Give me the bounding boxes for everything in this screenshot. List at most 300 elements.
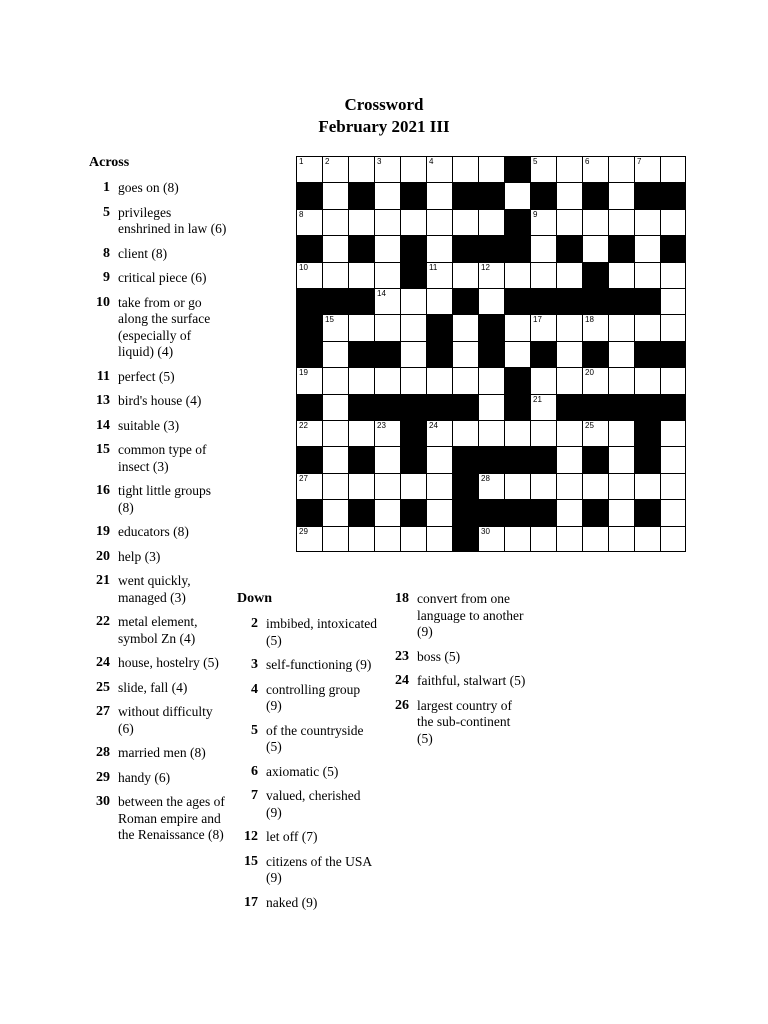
grid-cell[interactable] xyxy=(531,263,557,289)
grid-black-cell xyxy=(401,183,427,209)
cell-number: 28 xyxy=(481,473,490,483)
grid-cell[interactable] xyxy=(375,474,401,500)
grid-cell[interactable] xyxy=(661,289,685,315)
grid-cell[interactable] xyxy=(583,474,609,500)
grid-cell[interactable] xyxy=(297,157,323,183)
grid-cell[interactable] xyxy=(349,157,375,183)
grid-cell[interactable] xyxy=(531,421,557,447)
grid-cell[interactable] xyxy=(349,210,375,236)
grid-black-cell xyxy=(531,183,557,209)
clue-text: axiomatic (5) xyxy=(266,763,339,779)
clue-item xyxy=(237,829,377,846)
grid-cell[interactable] xyxy=(375,527,401,551)
grid-cell[interactable] xyxy=(453,368,479,394)
grid-cell[interactable] xyxy=(583,368,609,394)
clue-number: 3 xyxy=(251,657,258,672)
grid-black-cell xyxy=(479,236,505,262)
grid-black-cell xyxy=(583,395,609,421)
cell-number: 29 xyxy=(299,526,308,536)
grid-cell[interactable] xyxy=(531,210,557,236)
grid-cell[interactable] xyxy=(557,342,583,368)
clue-item xyxy=(89,393,227,410)
grid-black-cell xyxy=(505,395,531,421)
clue-number: 25 xyxy=(96,679,110,695)
grid-cell[interactable] xyxy=(323,236,349,262)
grid-cell[interactable] xyxy=(453,421,479,447)
puzzle-subtitle: February 2021 III xyxy=(318,117,450,136)
clue-number: 27 xyxy=(96,704,110,719)
grid-cell[interactable] xyxy=(557,474,583,500)
grid-black-cell xyxy=(635,395,661,421)
cell-number: 12 xyxy=(481,262,490,272)
grid-black-cell xyxy=(349,447,375,473)
grid-cell[interactable] xyxy=(427,500,453,526)
clue-item xyxy=(237,657,377,674)
clue-number: 11 xyxy=(96,368,110,384)
grid-cell[interactable] xyxy=(635,315,661,341)
grid-cell[interactable] xyxy=(401,315,427,341)
grid-cell[interactable] xyxy=(661,157,685,183)
grid-cell[interactable] xyxy=(557,500,583,526)
grid-cell[interactable] xyxy=(401,210,427,236)
grid-black-cell xyxy=(297,289,323,315)
grid-cell[interactable] xyxy=(479,210,505,236)
clue-text: married men (8) xyxy=(118,745,206,760)
grid-black-cell xyxy=(661,236,685,262)
clue-item xyxy=(89,614,227,647)
clue-text: help (3) xyxy=(118,548,161,564)
clue-item xyxy=(89,524,227,541)
grid-cell[interactable] xyxy=(479,395,505,421)
grid-cell[interactable] xyxy=(479,474,505,500)
grid-cell[interactable] xyxy=(505,342,531,368)
cell-number: 6 xyxy=(585,157,590,166)
clue-item xyxy=(89,573,227,606)
clue-text: slide, fall (4) xyxy=(118,679,188,695)
grid-black-cell xyxy=(505,500,531,526)
clue-item xyxy=(237,854,377,887)
grid-cell[interactable] xyxy=(557,210,583,236)
grid-cell[interactable] xyxy=(583,421,609,447)
grid-cell[interactable] xyxy=(427,263,453,289)
grid-cell[interactable] xyxy=(505,315,531,341)
grid-black-cell xyxy=(427,315,453,341)
grid-cell[interactable] xyxy=(453,210,479,236)
grid-cell[interactable] xyxy=(375,421,401,447)
grid-black-cell xyxy=(453,289,479,315)
grid-cell[interactable] xyxy=(349,527,375,551)
grid-black-cell xyxy=(453,447,479,473)
clue-number: 22 xyxy=(96,614,110,629)
grid-black-cell xyxy=(297,236,323,262)
clue-number: 20 xyxy=(96,548,110,564)
grid-cell[interactable] xyxy=(375,368,401,394)
grid-cell[interactable] xyxy=(557,263,583,289)
grid-cell[interactable] xyxy=(297,421,323,447)
grid-cell[interactable] xyxy=(635,263,661,289)
grid-cell[interactable] xyxy=(375,447,401,473)
grid-black-cell xyxy=(297,447,323,473)
crossword-grid xyxy=(296,156,686,552)
clue-text: between the ages of Roman empire and the Renaissance (8) xyxy=(118,794,225,842)
grid-cell[interactable] xyxy=(375,210,401,236)
grid-cell[interactable] xyxy=(557,315,583,341)
grid-cell[interactable] xyxy=(661,263,685,289)
grid-cell[interactable] xyxy=(297,368,323,394)
grid-cell[interactable] xyxy=(401,342,427,368)
grid-black-cell xyxy=(635,447,661,473)
across-clue-list xyxy=(89,180,227,852)
grid-black-cell xyxy=(505,236,531,262)
grid-cell[interactable] xyxy=(427,236,453,262)
grid-cell[interactable] xyxy=(323,315,349,341)
grid-black-cell xyxy=(479,315,505,341)
clue-item xyxy=(237,723,377,756)
grid-cell[interactable] xyxy=(479,157,505,183)
clue-item xyxy=(89,270,227,287)
grid-black-cell xyxy=(505,368,531,394)
clue-text: naked (9) xyxy=(266,894,318,910)
grid-cell[interactable] xyxy=(609,500,635,526)
grid-black-cell xyxy=(349,236,375,262)
grid-cell[interactable] xyxy=(349,368,375,394)
across-heading: Across xyxy=(89,155,130,170)
clue-number: 28 xyxy=(96,745,110,760)
grid-cell[interactable] xyxy=(323,183,349,209)
grid-cell[interactable] xyxy=(609,183,635,209)
grid-cell[interactable] xyxy=(375,157,401,183)
grid-cell[interactable] xyxy=(531,236,557,262)
clue-item xyxy=(237,764,377,781)
grid-black-cell xyxy=(297,395,323,421)
clue-item xyxy=(89,704,227,737)
cell-number: 2 xyxy=(325,157,330,166)
grid-cell[interactable] xyxy=(427,289,453,315)
clue-text: common type of insect (3) xyxy=(118,442,207,474)
clue-item xyxy=(89,794,227,844)
grid-cell[interactable] xyxy=(635,527,661,551)
grid-black-cell xyxy=(531,289,557,315)
cell-number: 18 xyxy=(585,315,594,325)
grid-cell[interactable] xyxy=(609,157,635,183)
grid-cell[interactable] xyxy=(323,447,349,473)
grid-black-cell xyxy=(349,342,375,368)
clue-item xyxy=(89,180,227,197)
clue-text: house, hostelry (5) xyxy=(118,655,219,670)
grid-cell[interactable] xyxy=(349,474,375,500)
grid-cell[interactable] xyxy=(609,342,635,368)
grid-cell[interactable] xyxy=(557,421,583,447)
grid-cell[interactable] xyxy=(505,474,531,500)
cell-number: 7 xyxy=(637,157,642,166)
clue-number: 15 xyxy=(96,442,110,457)
grid-cell[interactable] xyxy=(661,421,685,447)
puzzle-title: Crossword xyxy=(344,95,424,114)
clue-item xyxy=(388,649,528,666)
grid-black-cell xyxy=(297,500,323,526)
clue-text: imbibed, intoxicated (5) xyxy=(266,616,377,648)
clue-item xyxy=(89,745,227,762)
grid-black-cell xyxy=(453,527,479,551)
grid-cell[interactable] xyxy=(505,183,531,209)
grid-black-cell xyxy=(557,289,583,315)
clue-number: 26 xyxy=(395,697,409,713)
grid-cell[interactable] xyxy=(453,342,479,368)
grid-cell[interactable] xyxy=(635,210,661,236)
cell-number: 5 xyxy=(533,157,538,166)
grid-cell[interactable] xyxy=(609,263,635,289)
grid-black-cell xyxy=(583,500,609,526)
clue-number: 15 xyxy=(244,853,258,869)
grid-black-cell xyxy=(479,500,505,526)
clue-number: 16 xyxy=(96,483,110,498)
grid-black-cell xyxy=(583,342,609,368)
grid-cell[interactable] xyxy=(375,183,401,209)
grid-cell[interactable] xyxy=(505,527,531,551)
grid-cell[interactable] xyxy=(349,315,375,341)
grid-black-cell xyxy=(401,236,427,262)
clue-item xyxy=(89,205,227,238)
grid-cell[interactable] xyxy=(453,263,479,289)
grid-black-cell xyxy=(661,395,685,421)
grid-black-cell xyxy=(427,395,453,421)
clue-text: client (8) xyxy=(118,245,168,261)
grid-black-cell xyxy=(453,474,479,500)
clue-item xyxy=(89,655,227,672)
clue-text: let off (7) xyxy=(266,829,318,844)
grid-cell[interactable] xyxy=(583,527,609,551)
grid-cell[interactable] xyxy=(427,210,453,236)
grid-cell[interactable] xyxy=(635,236,661,262)
grid-cell[interactable] xyxy=(375,263,401,289)
clue-number: 13 xyxy=(96,393,110,408)
grid-cell[interactable] xyxy=(505,421,531,447)
clue-number: 24 xyxy=(395,673,409,688)
clue-number: 23 xyxy=(395,648,409,664)
clue-item xyxy=(237,895,377,912)
grid-cell[interactable] xyxy=(531,527,557,551)
grid-cell[interactable] xyxy=(297,263,323,289)
clue-number: 8 xyxy=(103,245,110,261)
grid-cell[interactable] xyxy=(583,315,609,341)
cell-number: 14 xyxy=(377,289,386,298)
grid-cell[interactable] xyxy=(557,157,583,183)
grid-black-cell xyxy=(375,395,401,421)
grid-cell[interactable] xyxy=(323,210,349,236)
grid-cell[interactable] xyxy=(531,315,557,341)
grid-black-cell xyxy=(453,500,479,526)
grid-black-cell xyxy=(661,342,685,368)
cell-number: 10 xyxy=(299,262,308,272)
grid-cell[interactable] xyxy=(531,474,557,500)
clue-item xyxy=(89,369,227,386)
grid-black-cell xyxy=(635,342,661,368)
grid-black-cell xyxy=(505,447,531,473)
grid-cell[interactable] xyxy=(635,157,661,183)
clue-text: without difficulty (6) xyxy=(118,704,213,736)
grid-cell[interactable] xyxy=(323,500,349,526)
grid-cell[interactable] xyxy=(609,474,635,500)
grid-black-cell xyxy=(297,315,323,341)
grid-black-cell xyxy=(453,395,479,421)
grid-cell[interactable] xyxy=(479,289,505,315)
grid-cell[interactable] xyxy=(375,500,401,526)
grid-cell[interactable] xyxy=(583,210,609,236)
grid-cell[interactable] xyxy=(661,500,685,526)
grid-cell[interactable] xyxy=(661,368,685,394)
grid-black-cell xyxy=(583,447,609,473)
grid-cell[interactable] xyxy=(427,527,453,551)
grid-black-cell xyxy=(349,289,375,315)
grid-cell[interactable] xyxy=(427,474,453,500)
grid-cell[interactable] xyxy=(661,315,685,341)
clue-item xyxy=(89,295,227,361)
clue-text: self-functioning (9) xyxy=(266,657,372,672)
grid-black-cell xyxy=(635,500,661,526)
grid-cell[interactable] xyxy=(479,368,505,394)
grid-cell[interactable] xyxy=(479,421,505,447)
grid-cell[interactable] xyxy=(531,395,557,421)
grid-cell[interactable] xyxy=(427,183,453,209)
cell-number: 20 xyxy=(585,368,594,378)
grid-cell[interactable] xyxy=(661,447,685,473)
grid-black-cell xyxy=(557,236,583,262)
grid-cell[interactable] xyxy=(479,527,505,551)
clue-text: perfect (5) xyxy=(118,368,175,384)
grid-black-cell xyxy=(635,183,661,209)
grid-cell[interactable] xyxy=(609,447,635,473)
grid-cell[interactable] xyxy=(453,315,479,341)
clue-text: privileges enshrined in law (6) xyxy=(118,204,227,236)
cell-number: 27 xyxy=(299,473,308,483)
grid-cell[interactable] xyxy=(401,368,427,394)
grid-cell[interactable] xyxy=(609,210,635,236)
grid-cell[interactable] xyxy=(323,527,349,551)
grid-cell[interactable] xyxy=(401,157,427,183)
grid-cell[interactable] xyxy=(297,527,323,551)
grid-cell[interactable] xyxy=(557,183,583,209)
grid-cell[interactable] xyxy=(427,421,453,447)
grid-black-cell xyxy=(531,342,557,368)
clue-number: 9 xyxy=(103,270,110,285)
grid-cell[interactable] xyxy=(609,368,635,394)
cell-number: 24 xyxy=(429,421,438,430)
grid-cell[interactable] xyxy=(661,527,685,551)
cell-number: 22 xyxy=(299,421,308,430)
clue-number: 29 xyxy=(96,769,110,785)
grid-cell[interactable] xyxy=(323,263,349,289)
grid-cell[interactable] xyxy=(427,157,453,183)
clue-text: educators (8) xyxy=(118,524,189,539)
clue-text: went quickly, managed (3) xyxy=(118,573,191,605)
grid-cell[interactable] xyxy=(375,289,401,315)
clue-number: 1 xyxy=(103,180,110,195)
clue-item xyxy=(89,246,227,263)
grid-cell[interactable] xyxy=(661,210,685,236)
grid-cell[interactable] xyxy=(557,368,583,394)
grid-cell[interactable] xyxy=(635,474,661,500)
grid-cell[interactable] xyxy=(557,447,583,473)
grid-cell[interactable] xyxy=(297,210,323,236)
grid-cell[interactable] xyxy=(375,236,401,262)
grid-cell[interactable] xyxy=(297,474,323,500)
grid-cell[interactable] xyxy=(401,474,427,500)
grid-cell[interactable] xyxy=(323,474,349,500)
clue-text: metal element, symbol Zn (4) xyxy=(118,614,198,646)
grid-black-cell xyxy=(349,183,375,209)
grid-cell[interactable] xyxy=(323,395,349,421)
grid-black-cell xyxy=(479,342,505,368)
grid-cell[interactable] xyxy=(375,315,401,341)
grid-cell[interactable] xyxy=(609,527,635,551)
grid-cell[interactable] xyxy=(583,236,609,262)
grid-black-cell xyxy=(427,342,453,368)
grid-cell[interactable] xyxy=(505,263,531,289)
grid-cell[interactable] xyxy=(583,157,609,183)
grid-cell[interactable] xyxy=(323,157,349,183)
grid-cell[interactable] xyxy=(557,527,583,551)
down-heading: Down xyxy=(237,591,273,606)
grid-cell[interactable] xyxy=(323,421,349,447)
cell-number: 1 xyxy=(299,157,304,166)
grid-cell[interactable] xyxy=(609,421,635,447)
clue-number: 19 xyxy=(96,524,110,539)
clue-text: boss (5) xyxy=(417,648,461,664)
clue-number: 5 xyxy=(103,204,110,220)
grid-black-cell xyxy=(297,342,323,368)
grid-cell[interactable] xyxy=(479,263,505,289)
grid-cell[interactable] xyxy=(661,474,685,500)
clue-number: 14 xyxy=(96,417,110,433)
grid-cell[interactable] xyxy=(349,421,375,447)
grid-black-cell xyxy=(453,183,479,209)
down-clue-list-col2 xyxy=(388,591,528,755)
cell-number: 26 xyxy=(637,421,646,430)
clue-text: handy (6) xyxy=(118,769,171,785)
grid-cell[interactable] xyxy=(635,368,661,394)
grid-cell[interactable] xyxy=(531,157,557,183)
grid-cell[interactable] xyxy=(401,289,427,315)
grid-black-cell xyxy=(323,289,349,315)
grid-cell[interactable] xyxy=(531,368,557,394)
grid-black-cell xyxy=(401,447,427,473)
grid-black-cell xyxy=(583,183,609,209)
clue-text: controlling group (9) xyxy=(266,681,361,713)
grid-cell[interactable] xyxy=(609,315,635,341)
grid-black-cell xyxy=(583,289,609,315)
grid-cell[interactable] xyxy=(427,368,453,394)
cell-number: 8 xyxy=(299,209,304,219)
grid-cell[interactable] xyxy=(323,342,349,368)
clue-item xyxy=(89,549,227,566)
grid-black-cell xyxy=(583,263,609,289)
clue-text: take from or go along the surface (especially of liquid) (4) xyxy=(118,294,211,359)
grid-cell[interactable] xyxy=(323,368,349,394)
clue-number: 12 xyxy=(244,829,258,844)
grid-black-cell xyxy=(505,157,531,183)
clue-item xyxy=(89,483,227,516)
grid-black-cell xyxy=(401,263,427,289)
clue-item xyxy=(388,673,528,690)
grid-black-cell xyxy=(349,395,375,421)
grid-cell[interactable] xyxy=(349,263,375,289)
clue-text: bird's house (4) xyxy=(118,393,202,408)
grid-cell[interactable] xyxy=(401,527,427,551)
grid-black-cell xyxy=(531,500,557,526)
grid-cell[interactable] xyxy=(453,157,479,183)
clue-text: valued, cherished (9) xyxy=(266,788,361,820)
grid-cell[interactable] xyxy=(427,447,453,473)
